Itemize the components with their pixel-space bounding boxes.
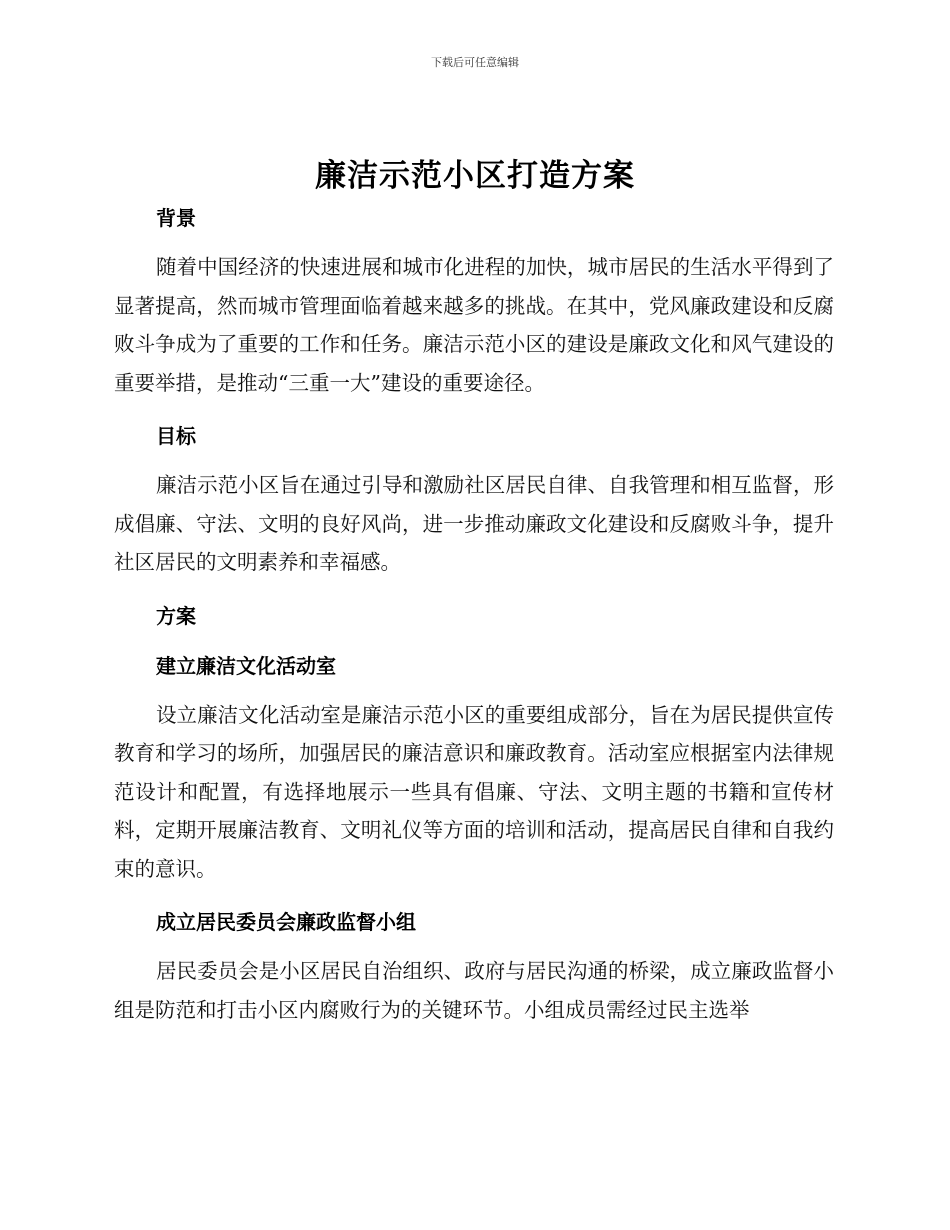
subsection-heading-supervision-group: 成立居民委员会廉政监督小组 [156, 910, 416, 934]
paragraph-supervision-group: 居民委员会是小区居民自治组织、政府与居民沟通的桥梁，成立廉政监督小组是防范和打击小区内腐败行为的关键环节。小组成员需经过民主选举 [114, 959, 834, 1022]
section-heading-plan: 方案 [156, 603, 196, 628]
document-body [114, 198, 834, 1043]
document-title: 廉洁示范小区打造方案 [315, 158, 635, 194]
paragraph-background: 随着中国经济的快速进展和城市化进程的加快，城市居民的生活水平得到了显著提高，然而城市管理面临着越来越多的挑战。在其中，党风廉政建设和反腐败斗争成为了重要的工作和任务。廉洁示范小区的建设是廉政文化和风气建设的重要举措，是推动“三重一大”建设的重要途径。 [114, 255, 834, 395]
paragraph-goal: 廉洁示范小区旨在通过引导和激励社区居民自律、自我管理和相互监督，形成倡廉、守法、文明的良好风尚，进一步推动廉政文化建设和反腐败斗争，提升社区居民的文明素养和幸福感。 [114, 473, 834, 574]
header-note: 下载后可任意编辑 [431, 56, 519, 69]
subsection-heading-activity-room: 建立廉洁文化活动室 [156, 653, 336, 678]
section-heading-background: 背景 [156, 206, 196, 230]
section-heading-goal: 目标 [156, 424, 196, 448]
paragraph-activity-room: 设立廉洁文化活动室是廉洁示范小区的重要组成部分，旨在为居民提供宣传教育和学习的场所，加强居民的廉洁意识和廉政教育。活动室应根据室内法律规范设计和配置，有选择地展示一些具有倡廉、守法、文明主题的书籍和宣传材料，定期开展廉洁教育、文明礼仪等方面的培训和活动，提高居民自律和自我约束的意识。 [114, 702, 834, 881]
